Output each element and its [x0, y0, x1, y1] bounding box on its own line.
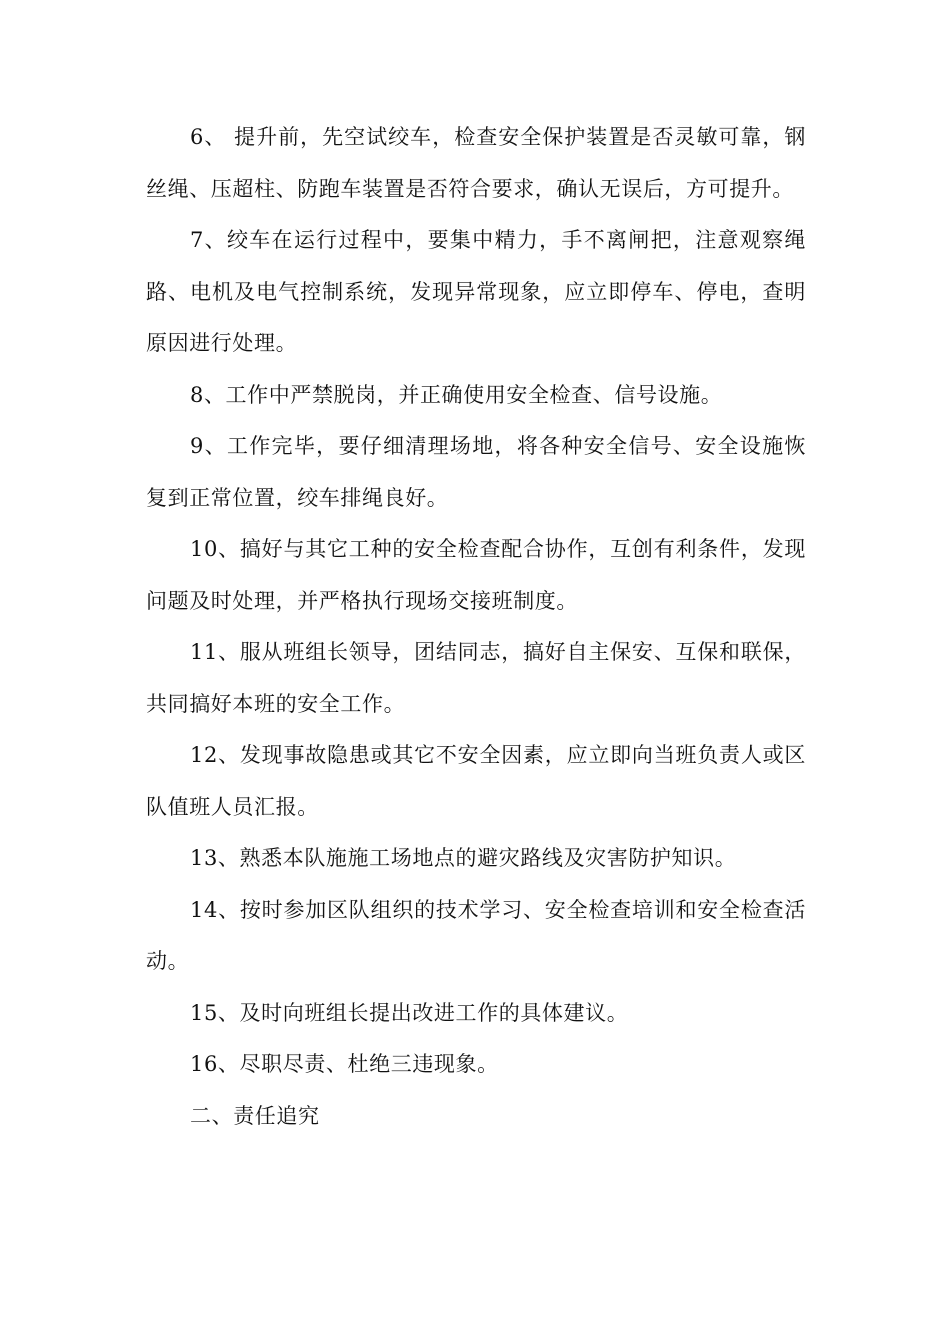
paragraph-item-15: 15、及时向班组长提出改进工作的具体建议。	[190, 1000, 629, 1025]
paragraph-item-16: 16、尽职尽责、杜绝三违现象。	[190, 1052, 499, 1076]
paragraph-item-10: 10、搞好与其它工种的安全检查配合协作，互创有利条件，发现问题及时处理，并严格执行现场交接班制度。	[146, 537, 806, 613]
paragraph-item-11: 11、服从班组长领导，团结同志，搞好自主保安、互保和联保，共同搞好本班的安全工作。	[146, 640, 806, 716]
paragraph-item-6: 6、 提升前，先空试绞车，检查安全保护装置是否灵敏可靠，钢丝绳、压超柱、防跑车装置是否符合要求，确认无误后，方可提升。	[146, 125, 806, 201]
paragraph-item-13: 13、熟悉本队施施工场地点的避灾路线及灾害防护知识。	[190, 846, 737, 870]
section-heading: 二、责任追究	[190, 1103, 320, 1128]
paragraph-item-7: 7、绞车在运行过程中，要集中精力，手不离闸把，注意观察绳路、电机及电气控制系统，发现异常现象，应立即停车、停电，查明原因进行处理。	[146, 228, 806, 355]
paragraph-item-8: 8、工作中严禁脱岗，并正确使用安全检查、信号设施。	[190, 382, 723, 407]
paragraph-item-9: 9、工作完毕，要仔细清理场地，将各种安全信号、安全设施恢复到正常位置，绞车排绳良好。	[146, 434, 806, 510]
paragraph-item-14: 14、按时参加区队组织的技术学习、安全检查培训和安全检查活动。	[146, 897, 806, 973]
document-body	[146, 112, 806, 1142]
paragraph-item-12: 12、发现事故隐患或其它不安全因素，应立即向当班负责人或区队值班人员汇报。	[146, 743, 806, 819]
